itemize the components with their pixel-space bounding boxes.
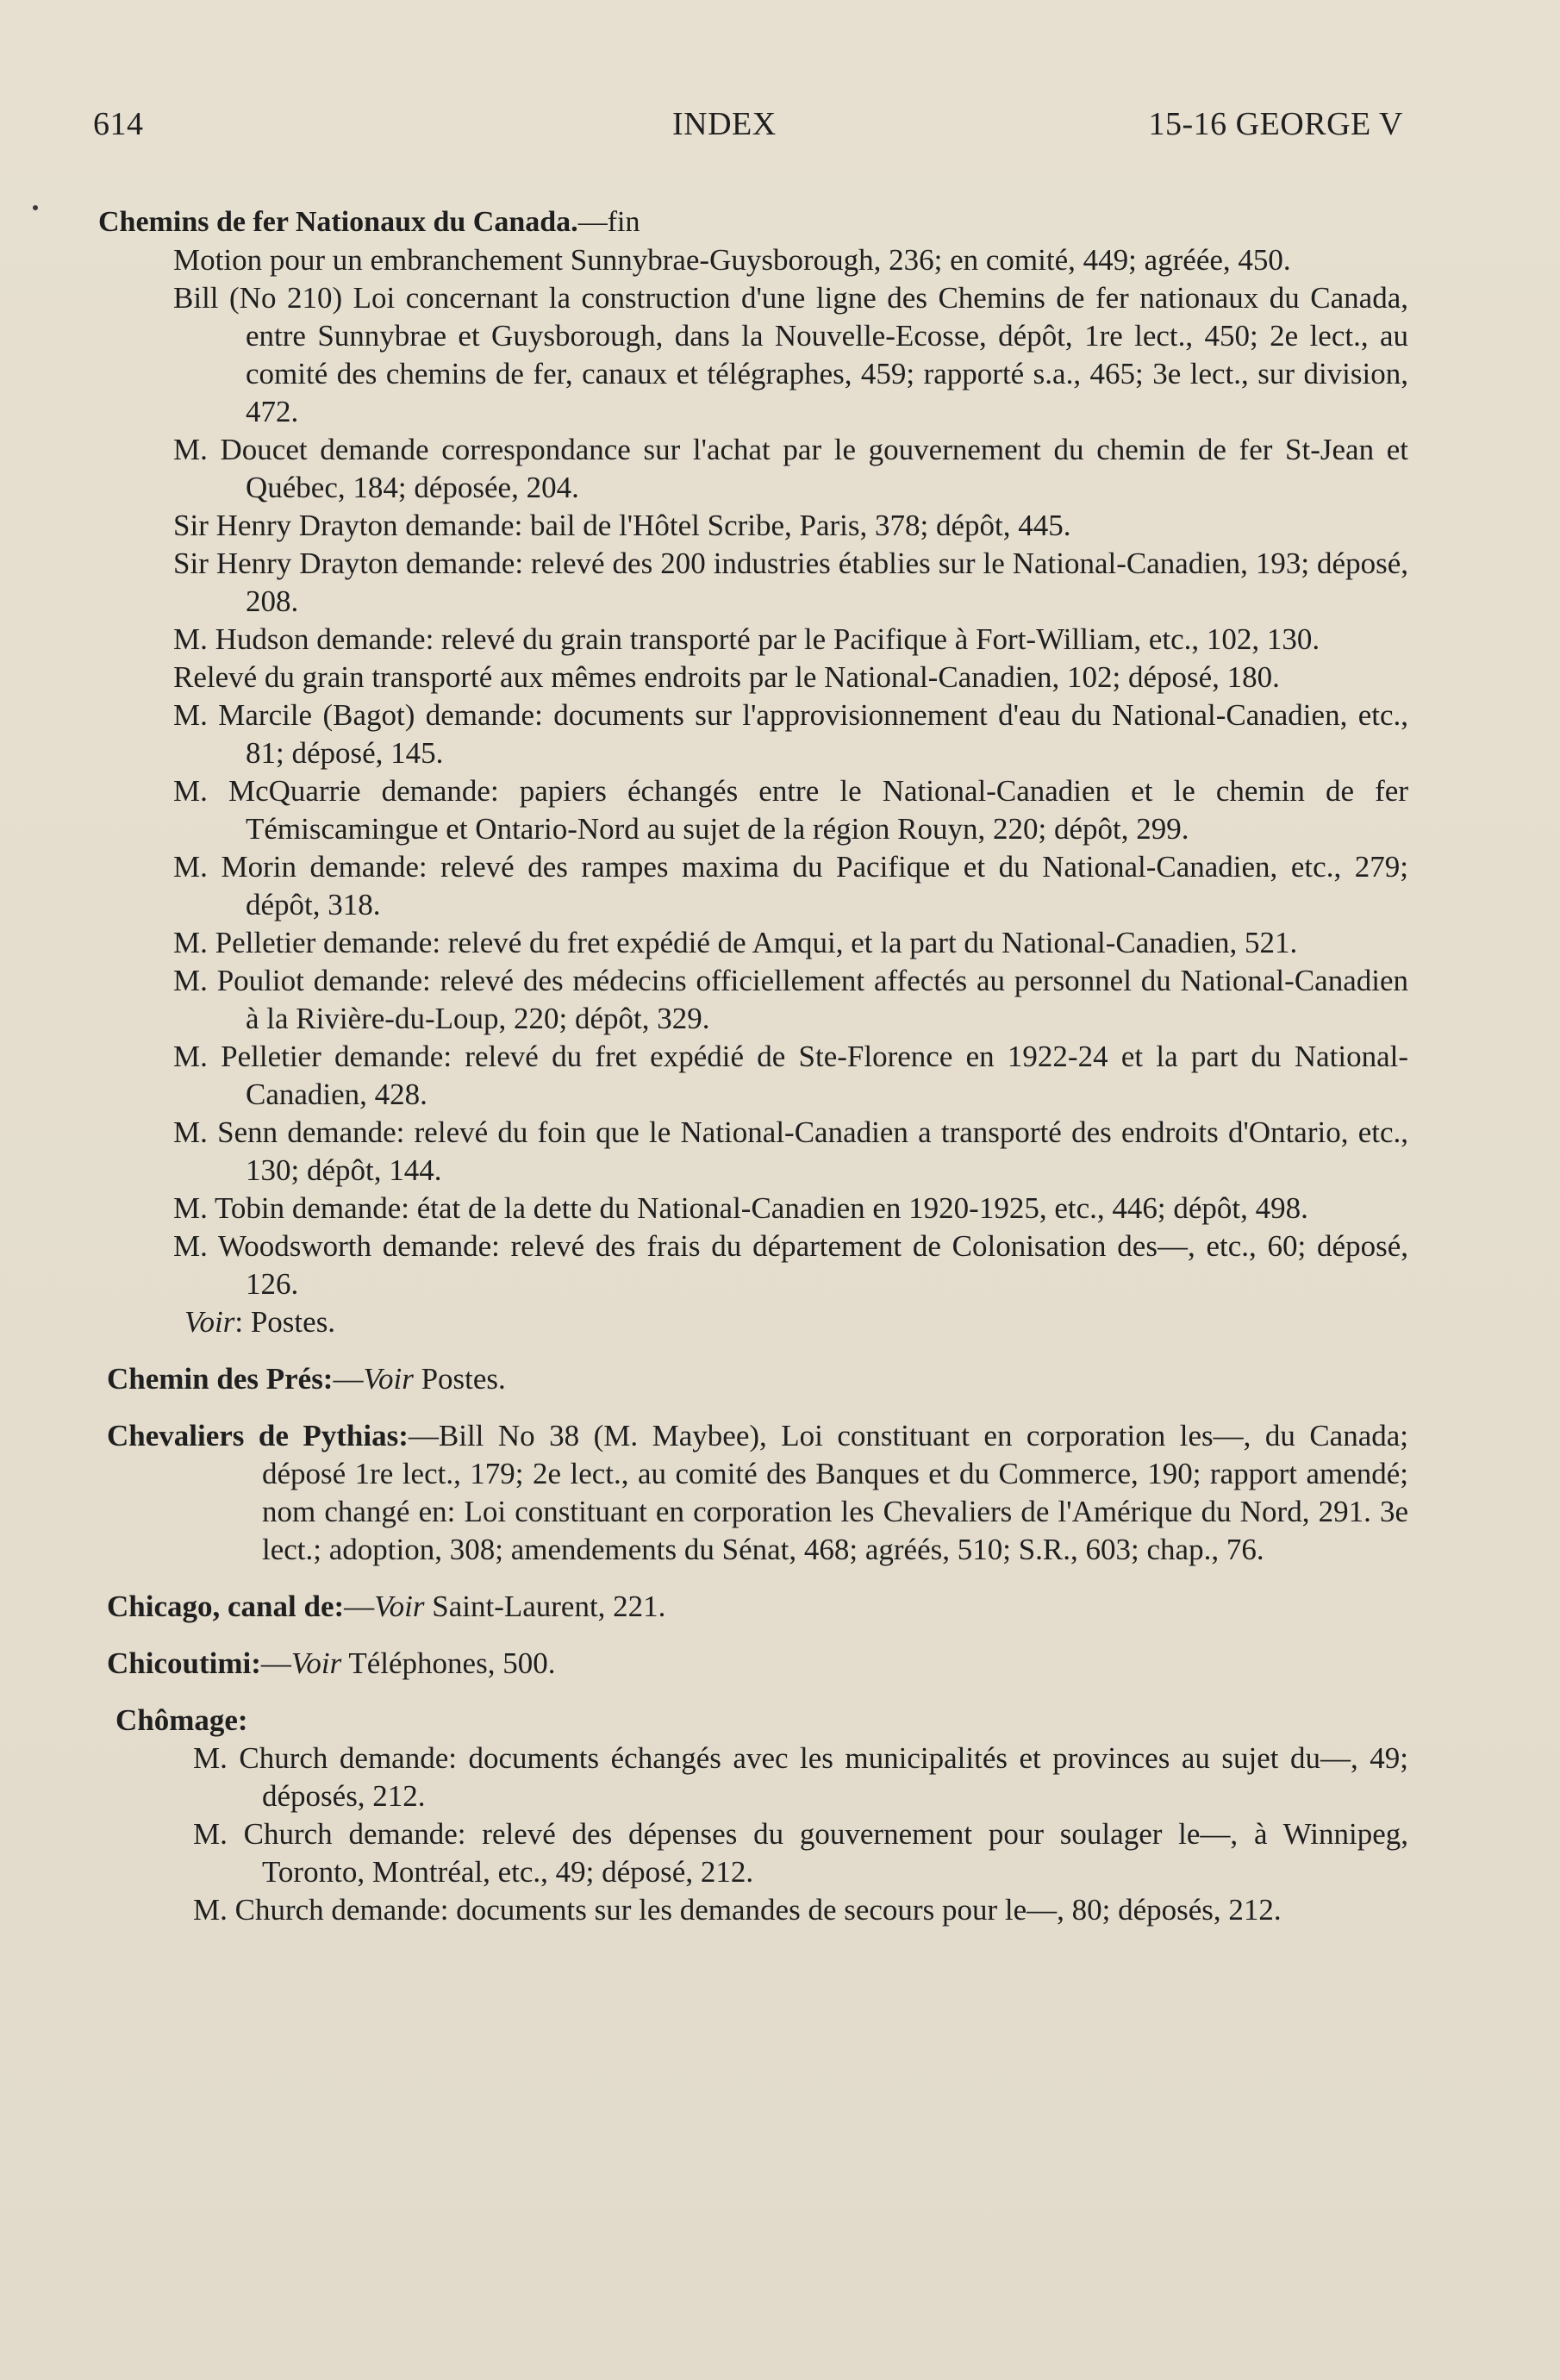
page-header [93, 105, 1403, 150]
margin-mark [33, 205, 38, 210]
entry-heading: Chemin des Prés: [107, 1362, 334, 1396]
index-item: Bill (No 210) Loi concernant la construction d'une ligne des Chemins de fer nationaux du Canada, entre Sunnybrae et Guysborough, dans la Nouvelle-Ecosse, dépôt, 1re lect., 450; 2e lect., au comité des chemins de fer, canaux et télégraphes, 459; rapporté s.a., 465; 3e lect., sur division, 472. [173, 281, 1408, 428]
entry-chomage [98, 1702, 1408, 1929]
voir-label: Voir [363, 1362, 414, 1396]
index-item: Relevé du grain transporté aux mêmes endroits par le National-Canadien, 102; déposé, 180. [173, 660, 1280, 694]
index-item: Sir Henry Drayton demande: bail de l'Hôtel Scribe, Paris, 378; dépôt, 445. [173, 509, 1071, 542]
index-item: M. Doucet demande correspondance sur l'achat par le gouvernement du chemin de fer St-Jean et Québec, 184; déposée, 204. [173, 433, 1408, 504]
voir-label: Voir [374, 1590, 425, 1623]
index-item: M. Morin demande: relevé des rampes maxima du Pacifique et du National-Canadien, etc., 279; dépôt, 318. [173, 850, 1408, 921]
voir-label: Voir [290, 1646, 342, 1680]
entry-heading: Chicago, canal de: [107, 1590, 345, 1623]
entry-text: Saint-Laurent, 221. [432, 1590, 666, 1623]
heading-continuation: —fin [577, 206, 640, 238]
index-item: M. Tobin demande: état de la dette du National-Canadien en 1920-1925, etc., 446; dépôt, 498. [173, 1191, 1308, 1225]
entry-heading: Chicoutimi: [107, 1646, 261, 1680]
entry-chicoutimi: Chicoutimi:—Voir Téléphones, 500. [107, 1646, 556, 1680]
index-item: Sir Henry Drayton demande: relevé des 200 industries établies sur le National-Canadien, 193; déposé, 208. [173, 547, 1408, 618]
entry-heading: Chevaliers de Pythias: [107, 1419, 409, 1452]
entry-heading: Chômage: [115, 1703, 248, 1737]
index-item: Motion pour un embranchement Sunnybrae-Guysborough, 236; en comité, 449; agréée, 450. [173, 243, 1291, 277]
index-content [98, 203, 1408, 1929]
index-item: M. Church demande: documents échangés avec les municipalités et provinces au sujet du—, 49; déposés, 212. [193, 1741, 1408, 1813]
index-item: M. Marcile (Bagot) demande: documents sur l'approvisionnement d'eau du National-Canadien, etc., 81; déposé, 145. [173, 698, 1408, 770]
header-reign: 15-16 GEORGE V [1148, 106, 1403, 142]
entry-text: —Bill No 38 (M. Maybee), Loi constituant en corporation les—, du Canada; déposé 1re lect., 179; 2e lect., au comité des Banques et du Commerce, 190; rapport amendé; nom changé en: Loi constituant en corporation les Chevaliers de l'Amérique du Nord, 291. 3e lect.; adoption, 308; amendements du Sénat, 468; agréés, 510; S.R., 603; chap., 76. [262, 1419, 1408, 1566]
entry-text: Postes. [421, 1362, 506, 1396]
index-item: M. Hudson demande: relevé du grain transporté par le Pacifique à Fort-William, etc., 102, 130. [173, 622, 1320, 656]
entry-chemin-des-pres: Chemin des Prés:—Voir Postes. [107, 1362, 506, 1396]
entry-text: Téléphones, 500. [348, 1646, 556, 1680]
entry-chemins-de-fer [98, 203, 1408, 1341]
voir-reference: Voir: Postes. [184, 1305, 336, 1339]
index-item: M. McQuarrie demande: papiers échangés entre le National-Canadien et le chemin de fer Témiscamingue et Ontario-Nord au sujet de la région Rouyn, 220; dépôt, 299. [173, 774, 1408, 846]
index-item: M. Pouliot demande: relevé des médecins officiellement affectés au personnel du National-Canadien à la Rivière-du-Loup, 220; dépôt, 329. [173, 964, 1408, 1035]
index-item: M. Senn demande: relevé du foin que le National-Canadien a transporté des endroits d'Ontario, etc., 130; dépôt, 144. [173, 1115, 1408, 1187]
index-item: M. Pelletier demande: relevé du fret expédié de Ste-Florence en 1922-24 et la part du National-Canadien, 428. [173, 1040, 1408, 1111]
page-title: INDEX [672, 106, 777, 142]
page-number: 614 [93, 106, 144, 142]
index-item: M. Woodsworth demande: relevé des frais du département de Colonisation des—, etc., 60; déposé, 126. [173, 1229, 1408, 1301]
index-item: M. Pelletier demande: relevé du fret expédié de Amqui, et la part du National-Canadien, 521. [173, 926, 1298, 959]
entry-heading: Chemins de fer Nationaux du Canada.—fin [98, 206, 640, 238]
index-item: M. Church demande: relevé des dépenses du gouvernement pour soulager le—, à Winnipeg, Toronto, Montréal, etc., 49; déposé, 212. [193, 1817, 1408, 1889]
entry-chevaliers-de-pythias [98, 1417, 1408, 1569]
entry-chicago-canal: Chicago, canal de:—Voir Saint-Laurent, 221. [107, 1590, 666, 1623]
index-item: M. Church demande: documents sur les demandes de secours pour le—, 80; déposés, 212. [193, 1893, 1282, 1927]
